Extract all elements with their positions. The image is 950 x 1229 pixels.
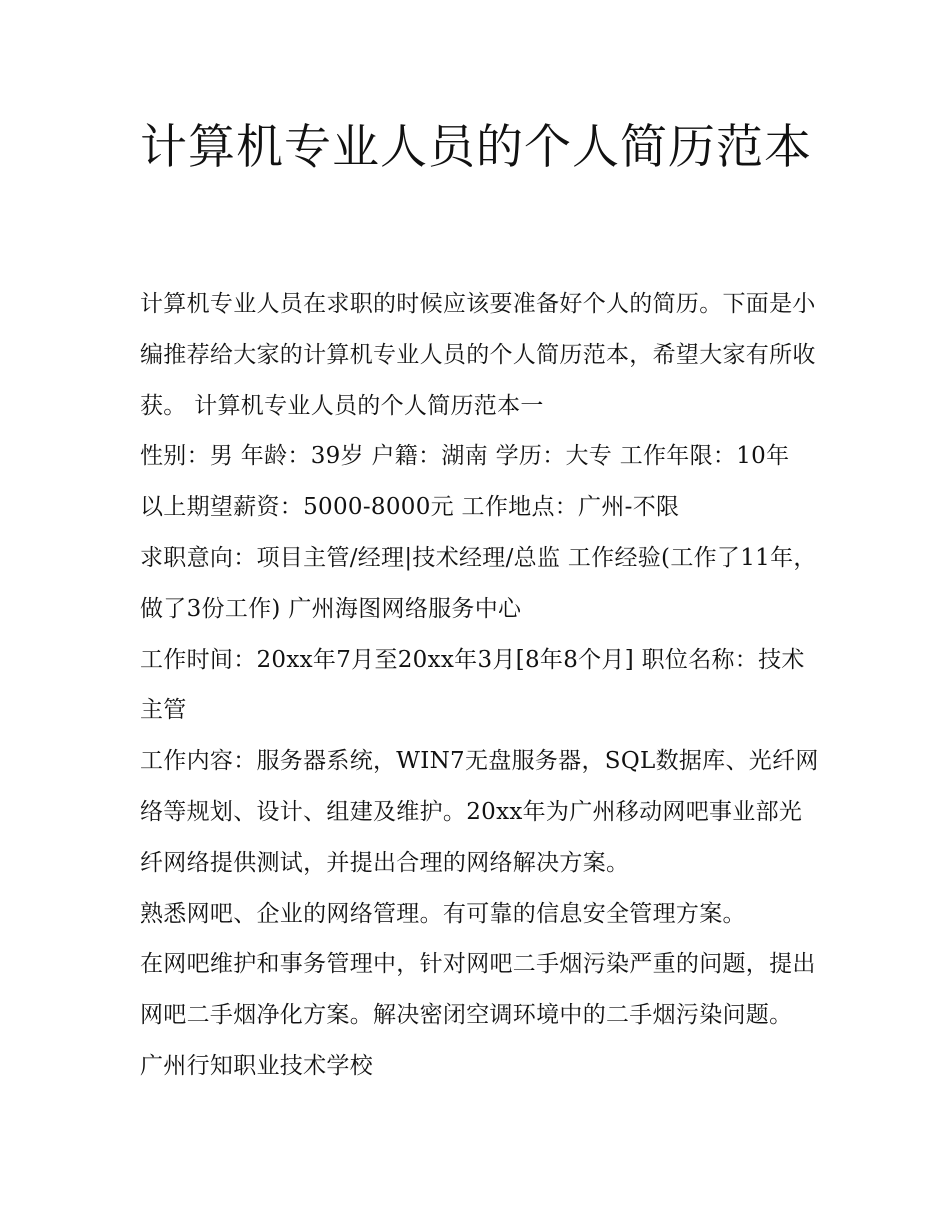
intro-paragraph: 计算机专业人员在求职的时候应该要准备好个人的简历。下面是小编推荐给大家的计算机专业人员的个人简历范本，希望大家有所收获。 计算机专业人员的个人简历范本一 <box>140 291 816 419</box>
document-body <box>140 279 820 1092</box>
personal-info-paragraph: 性别：男 年龄：39岁 户籍：湖南 学历：大专 工作年限：10年 以上期望薪资：5000-8000元 工作地点：广州-不限 <box>140 443 790 521</box>
network-management-paragraph: 熟悉网吧、企业的网络管理。有可靠的信息安全管理方案。 <box>140 900 746 927</box>
document-title: 计算机专业人员的个人简历范本 <box>140 120 812 175</box>
work-period-paragraph: 工作时间：20xx年7月至20xx年3月[8年8个月] 职位名称：技术主管 <box>140 646 805 724</box>
work-content-paragraph: 工作内容：服务器系统，WIN7无盘服务器，SQL数据库、光纤网络等规划、设计、组建及维护。20xx年为广州移动网吧事业部光纤网络提供测试，并提出合理的网络解决方案。 <box>140 748 819 876</box>
job-intent-paragraph: 求职意向：项目主管/经理|技术经理/总监 工作经验(工作了11年，做了3份工作) 广州海图网络服务中心 <box>140 544 817 622</box>
smoke-purification-paragraph: 在网吧维护和事务管理中，针对网吧二手烟污染严重的问题，提出网吧二手烟净化方案。解决密闭空调环境中的二手烟污染问题。 广州行知职业技术学校 <box>140 951 816 1079</box>
